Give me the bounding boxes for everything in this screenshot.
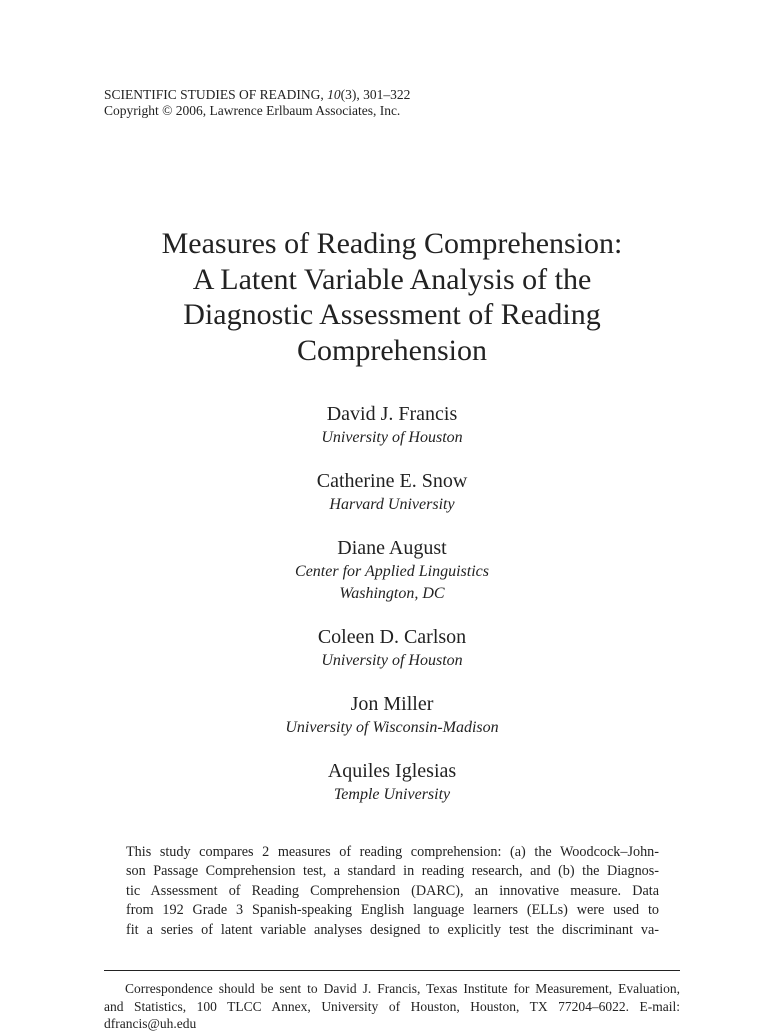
title-line: Measures of Reading Comprehension: [161, 227, 623, 260]
author-affiliation: University of Houston [321, 429, 463, 446]
abstract [126, 843, 659, 940]
author-affiliation: Temple University [333, 786, 451, 803]
correspondence-footnote [104, 980, 680, 1033]
footnote-line: and Statistics, 100 TLCC Annex, University of Houston, Houston, TX 77204–6022. E-mail: [104, 998, 680, 1014]
author-name: Jon Miller [350, 693, 434, 715]
abstract-line: tic Assessment of Reading Comprehension (DARC), an innovative measure. Data [126, 882, 659, 899]
author-name: David J. Francis [326, 403, 458, 425]
abstract-line: son Passage Comprehension test, a standard in reading research, and (b) the Diagnos- [126, 863, 659, 880]
author-affiliation: University of Wisconsin-Madison [285, 719, 499, 736]
journal-citation [104, 87, 410, 103]
author-block [104, 401, 680, 449]
author-block [104, 691, 680, 739]
author-block [104, 468, 680, 516]
footnote-email: dfrancis@uh.edu [104, 1016, 197, 1032]
running-head [104, 87, 410, 119]
journal-volume: 10 [327, 87, 341, 102]
abstract-line: from 192 Grade 3 Spanish-speaking English language learners (ELLs) were used to [126, 902, 659, 919]
author-block [104, 624, 680, 672]
author-affiliation: Center for Applied Linguistics [295, 563, 489, 580]
author-list [104, 401, 680, 825]
title-line: A Latent Variable Analysis of the [192, 262, 592, 296]
author-name: Aquiles Iglesias [327, 760, 457, 782]
title-line: Diagnostic Assessment of Reading [183, 298, 601, 331]
author-affiliation: University of Houston [321, 652, 463, 669]
journal-name: SCIENTIFIC STUDIES OF READING, [104, 87, 328, 102]
footnote-line: Correspondence should be sent to David J. Francis, Texas Institute for Measurement, Evaluation, [125, 981, 680, 996]
author-location: Washington, DC [339, 585, 445, 602]
author-block [104, 535, 680, 605]
journal-issue-pages: (3), 301–322 [340, 87, 411, 102]
author-affiliation: Harvard University [329, 496, 455, 513]
author-block [104, 758, 680, 806]
footnote-divider [104, 970, 680, 971]
paper-title [104, 226, 680, 368]
abstract-line: This study compares 2 measures of reading comprehension: (a) the Woodcock–John- [126, 844, 659, 860]
title-line: Comprehension [297, 333, 487, 367]
author-name: Catherine E. Snow [316, 470, 468, 492]
abstract-line: fit a series of latent variable analyses designed to explicitly test the discriminant va- [126, 921, 659, 938]
author-name: Coleen D. Carlson [317, 626, 467, 648]
author-name: Diane August [337, 537, 447, 559]
copyright-line: Copyright © 2006, Lawrence Erlbaum Associates, Inc. [104, 103, 401, 118]
